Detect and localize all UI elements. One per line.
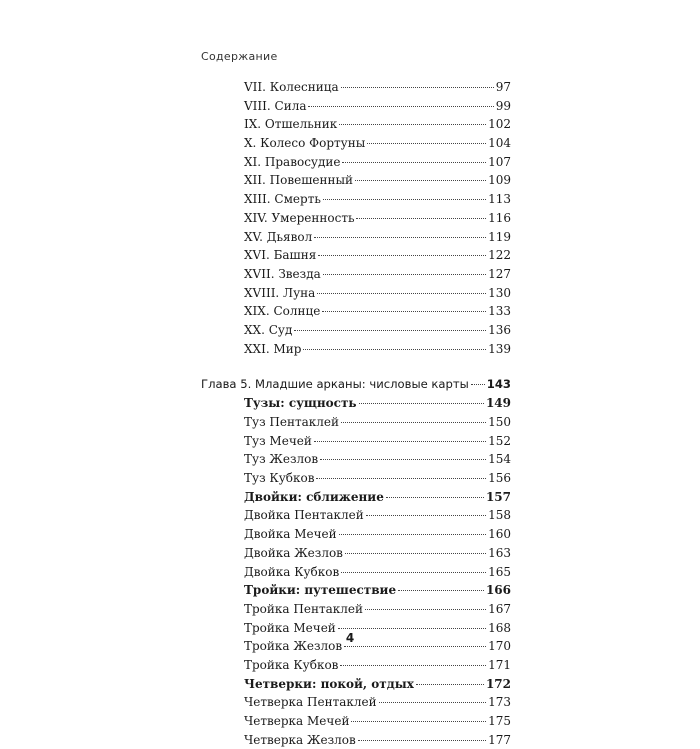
toc-entry-page-number: 157 [485, 489, 511, 504]
toc-entry-label: XXI. Мир [244, 341, 302, 356]
toc-entry[interactable] [201, 731, 511, 749]
toc-entry-label: Тройка Пентаклей [244, 601, 363, 616]
toc-entry[interactable] [201, 432, 511, 451]
toc-entry-label: XI. Правосудие [244, 154, 341, 169]
toc-entry-label: Двойка Кубков [244, 564, 340, 579]
toc-entry-page-number: 170 [488, 639, 511, 654]
toc-entry[interactable] [201, 469, 511, 488]
toc-entry[interactable] [201, 190, 511, 209]
toc-entry-label: Туз Мечей [244, 433, 312, 448]
toc-entry[interactable] [201, 171, 511, 190]
dot-leader [308, 106, 493, 107]
dot-leader [359, 403, 484, 404]
toc-entry-label: Двойка Жезлов [244, 545, 343, 560]
dot-leader [340, 665, 486, 666]
section-gap [201, 358, 511, 375]
toc-entry[interactable] [201, 97, 511, 116]
dot-leader [344, 646, 486, 647]
dot-leader [416, 684, 484, 685]
toc-entry[interactable] [201, 450, 511, 469]
dot-leader [355, 180, 486, 181]
dot-leader [323, 274, 486, 275]
toc-entry-page-number: 130 [488, 285, 511, 300]
toc-entry-label: Тройка Мечей [244, 620, 336, 635]
toc-entry-label: Двойка Мечей [244, 527, 337, 542]
toc-entry-page-number: 166 [485, 583, 511, 598]
dot-leader [379, 702, 486, 703]
dot-leader [320, 459, 486, 460]
toc-entry-page-number: 154 [488, 452, 511, 467]
toc-entry-label: VII. Колесница [244, 80, 339, 94]
toc-entry-label: Двойка Пентаклей [244, 508, 364, 523]
toc-entry-label: X. Колесо Фортуны [244, 136, 366, 151]
toc-entry-page-number: 119 [488, 229, 511, 244]
toc-entry-page-number: 116 [488, 210, 511, 225]
toc-entry-label: XV. Дьявол [244, 229, 313, 244]
dot-leader [339, 124, 486, 125]
toc-section-entry[interactable] [201, 675, 511, 694]
page-number: 4 [345, 631, 355, 645]
toc-section-entry[interactable] [201, 488, 511, 507]
dot-leader [317, 293, 486, 294]
toc-entry-page-number: 149 [485, 396, 511, 411]
toc-entry[interactable] [201, 525, 511, 544]
dot-leader [318, 255, 486, 256]
dot-leader [366, 515, 486, 516]
toc-entry[interactable] [201, 115, 511, 134]
toc-entry-label: IX. Отшельник [244, 117, 338, 132]
toc-entry-page-number: 173 [488, 695, 511, 710]
toc-entry-page-number: 163 [488, 545, 511, 560]
toc-entry-page-number: 109 [488, 173, 511, 188]
running-head: Содержание [201, 50, 278, 63]
chapter-page-number: 143 [486, 377, 511, 392]
toc-entry-page-number: 102 [488, 117, 511, 132]
toc-entry[interactable] [201, 246, 511, 265]
toc-entry-page-number: 97 [495, 80, 511, 94]
toc-entry[interactable] [201, 209, 511, 228]
toc-entry[interactable] [201, 228, 511, 247]
dot-leader [365, 609, 486, 610]
toc-entry[interactable] [201, 693, 511, 712]
toc-entry-label: XVI. Башня [244, 248, 317, 263]
toc-entry-label: XVIII. Луна [244, 285, 316, 300]
toc-entry-page-number: 175 [488, 714, 511, 728]
toc-entry-label: XX. Суд [244, 322, 293, 337]
toc-entry[interactable] [201, 563, 511, 582]
toc-entry[interactable] [201, 340, 511, 359]
toc-entry[interactable] [201, 600, 511, 619]
dot-leader [339, 534, 486, 535]
dot-leader [358, 740, 486, 741]
dot-leader [294, 330, 486, 331]
toc-entry-label: Тройки: путешествие [244, 583, 397, 598]
dot-leader [351, 721, 486, 722]
dot-leader [323, 199, 486, 200]
toc-entry-label: Тройка Жезлов [244, 639, 343, 654]
major-arcana-list [201, 78, 511, 358]
dot-leader [316, 478, 486, 479]
toc-entry-label: XIV. Умеренность [244, 210, 355, 225]
dot-leader [367, 143, 486, 144]
dot-leader [345, 553, 486, 554]
toc-entry-label: Двойки: сближение [244, 489, 384, 504]
toc-entry-page-number: 158 [488, 508, 511, 523]
dot-leader [338, 628, 486, 629]
toc-entry[interactable] [201, 153, 511, 172]
toc-entry-label: Туз Пентаклей [244, 415, 340, 429]
table-of-contents [201, 78, 511, 749]
toc-entry-page-number: 156 [488, 471, 511, 486]
toc-entry-label: XIX. Солнце [244, 304, 321, 319]
toc-entry[interactable] [201, 712, 511, 731]
toc-entry-page-number: 127 [488, 266, 511, 281]
chapter-label: Глава 5. Младшие арканы: числовые карты [201, 377, 469, 392]
toc-entry-page-number: 99 [495, 98, 511, 113]
toc-entry-label: Четверка Жезлов [244, 732, 356, 747]
toc-entry-label: XII. Повешенный [244, 173, 354, 188]
toc-entry-page-number: 152 [488, 433, 511, 448]
toc-entry-page-number: 171 [488, 657, 511, 672]
dot-leader [303, 349, 486, 350]
toc-entry[interactable] [201, 302, 511, 321]
chapter-entry[interactable] [201, 375, 511, 394]
toc-entry-page-number: 172 [485, 676, 511, 691]
toc-entry-page-number: 165 [488, 564, 511, 579]
toc-entry[interactable] [201, 506, 511, 525]
toc-entry-page-number: 104 [488, 136, 511, 151]
toc-entry-label: XIII. Смерть [244, 192, 321, 207]
toc-entry-label: Тройка Кубков [244, 657, 339, 672]
dot-leader [314, 441, 486, 442]
dot-leader [356, 218, 486, 219]
toc-entry-page-number: 177 [488, 732, 511, 747]
toc-entry[interactable] [201, 78, 511, 97]
toc-entry[interactable] [201, 656, 511, 675]
dot-leader [386, 497, 484, 498]
toc-entry-page-number: 160 [488, 527, 511, 542]
toc-entry-label: Тузы: сущность [244, 396, 357, 411]
dot-leader [341, 422, 486, 423]
dot-leader [322, 311, 486, 312]
toc-entry[interactable] [201, 321, 511, 340]
toc-entry-label: Четверка Пентаклей [244, 695, 377, 710]
toc-entry-label: VIII. Сила [244, 98, 307, 113]
toc-entry-label: Четверки: покой, отдых [244, 676, 414, 691]
toc-entry-page-number: 133 [488, 304, 511, 319]
toc-entry-page-number: 139 [488, 341, 511, 356]
dot-leader [341, 572, 486, 573]
toc-entry[interactable] [201, 134, 511, 153]
toc-entry[interactable] [201, 265, 511, 284]
toc-entry-page-number: 107 [488, 154, 511, 169]
toc-entry-label: XVII. Звезда [244, 266, 321, 281]
toc-entry-page-number: 113 [488, 192, 511, 207]
dot-leader [398, 590, 484, 591]
dot-leader [471, 384, 485, 385]
toc-section-entry[interactable] [201, 581, 511, 600]
toc-entry-page-number: 150 [488, 415, 511, 429]
toc-entry[interactable] [201, 284, 511, 303]
toc-entry-page-number: 136 [488, 322, 511, 337]
minor-arcana-list [201, 394, 511, 749]
toc-entry-label: Четверка Мечей [244, 714, 350, 728]
toc-entry-label: Туз Жезлов [244, 452, 319, 467]
toc-entry[interactable] [201, 413, 511, 432]
dot-leader [341, 87, 494, 88]
toc-entry-label: Туз Кубков [244, 471, 315, 486]
toc-section-entry[interactable] [201, 394, 511, 413]
toc-entry[interactable] [201, 544, 511, 563]
toc-entry-page-number: 167 [488, 601, 511, 616]
dot-leader [342, 162, 486, 163]
toc-entry-page-number: 168 [488, 620, 511, 635]
toc-entry-page-number: 122 [488, 248, 511, 263]
dot-leader [314, 237, 486, 238]
